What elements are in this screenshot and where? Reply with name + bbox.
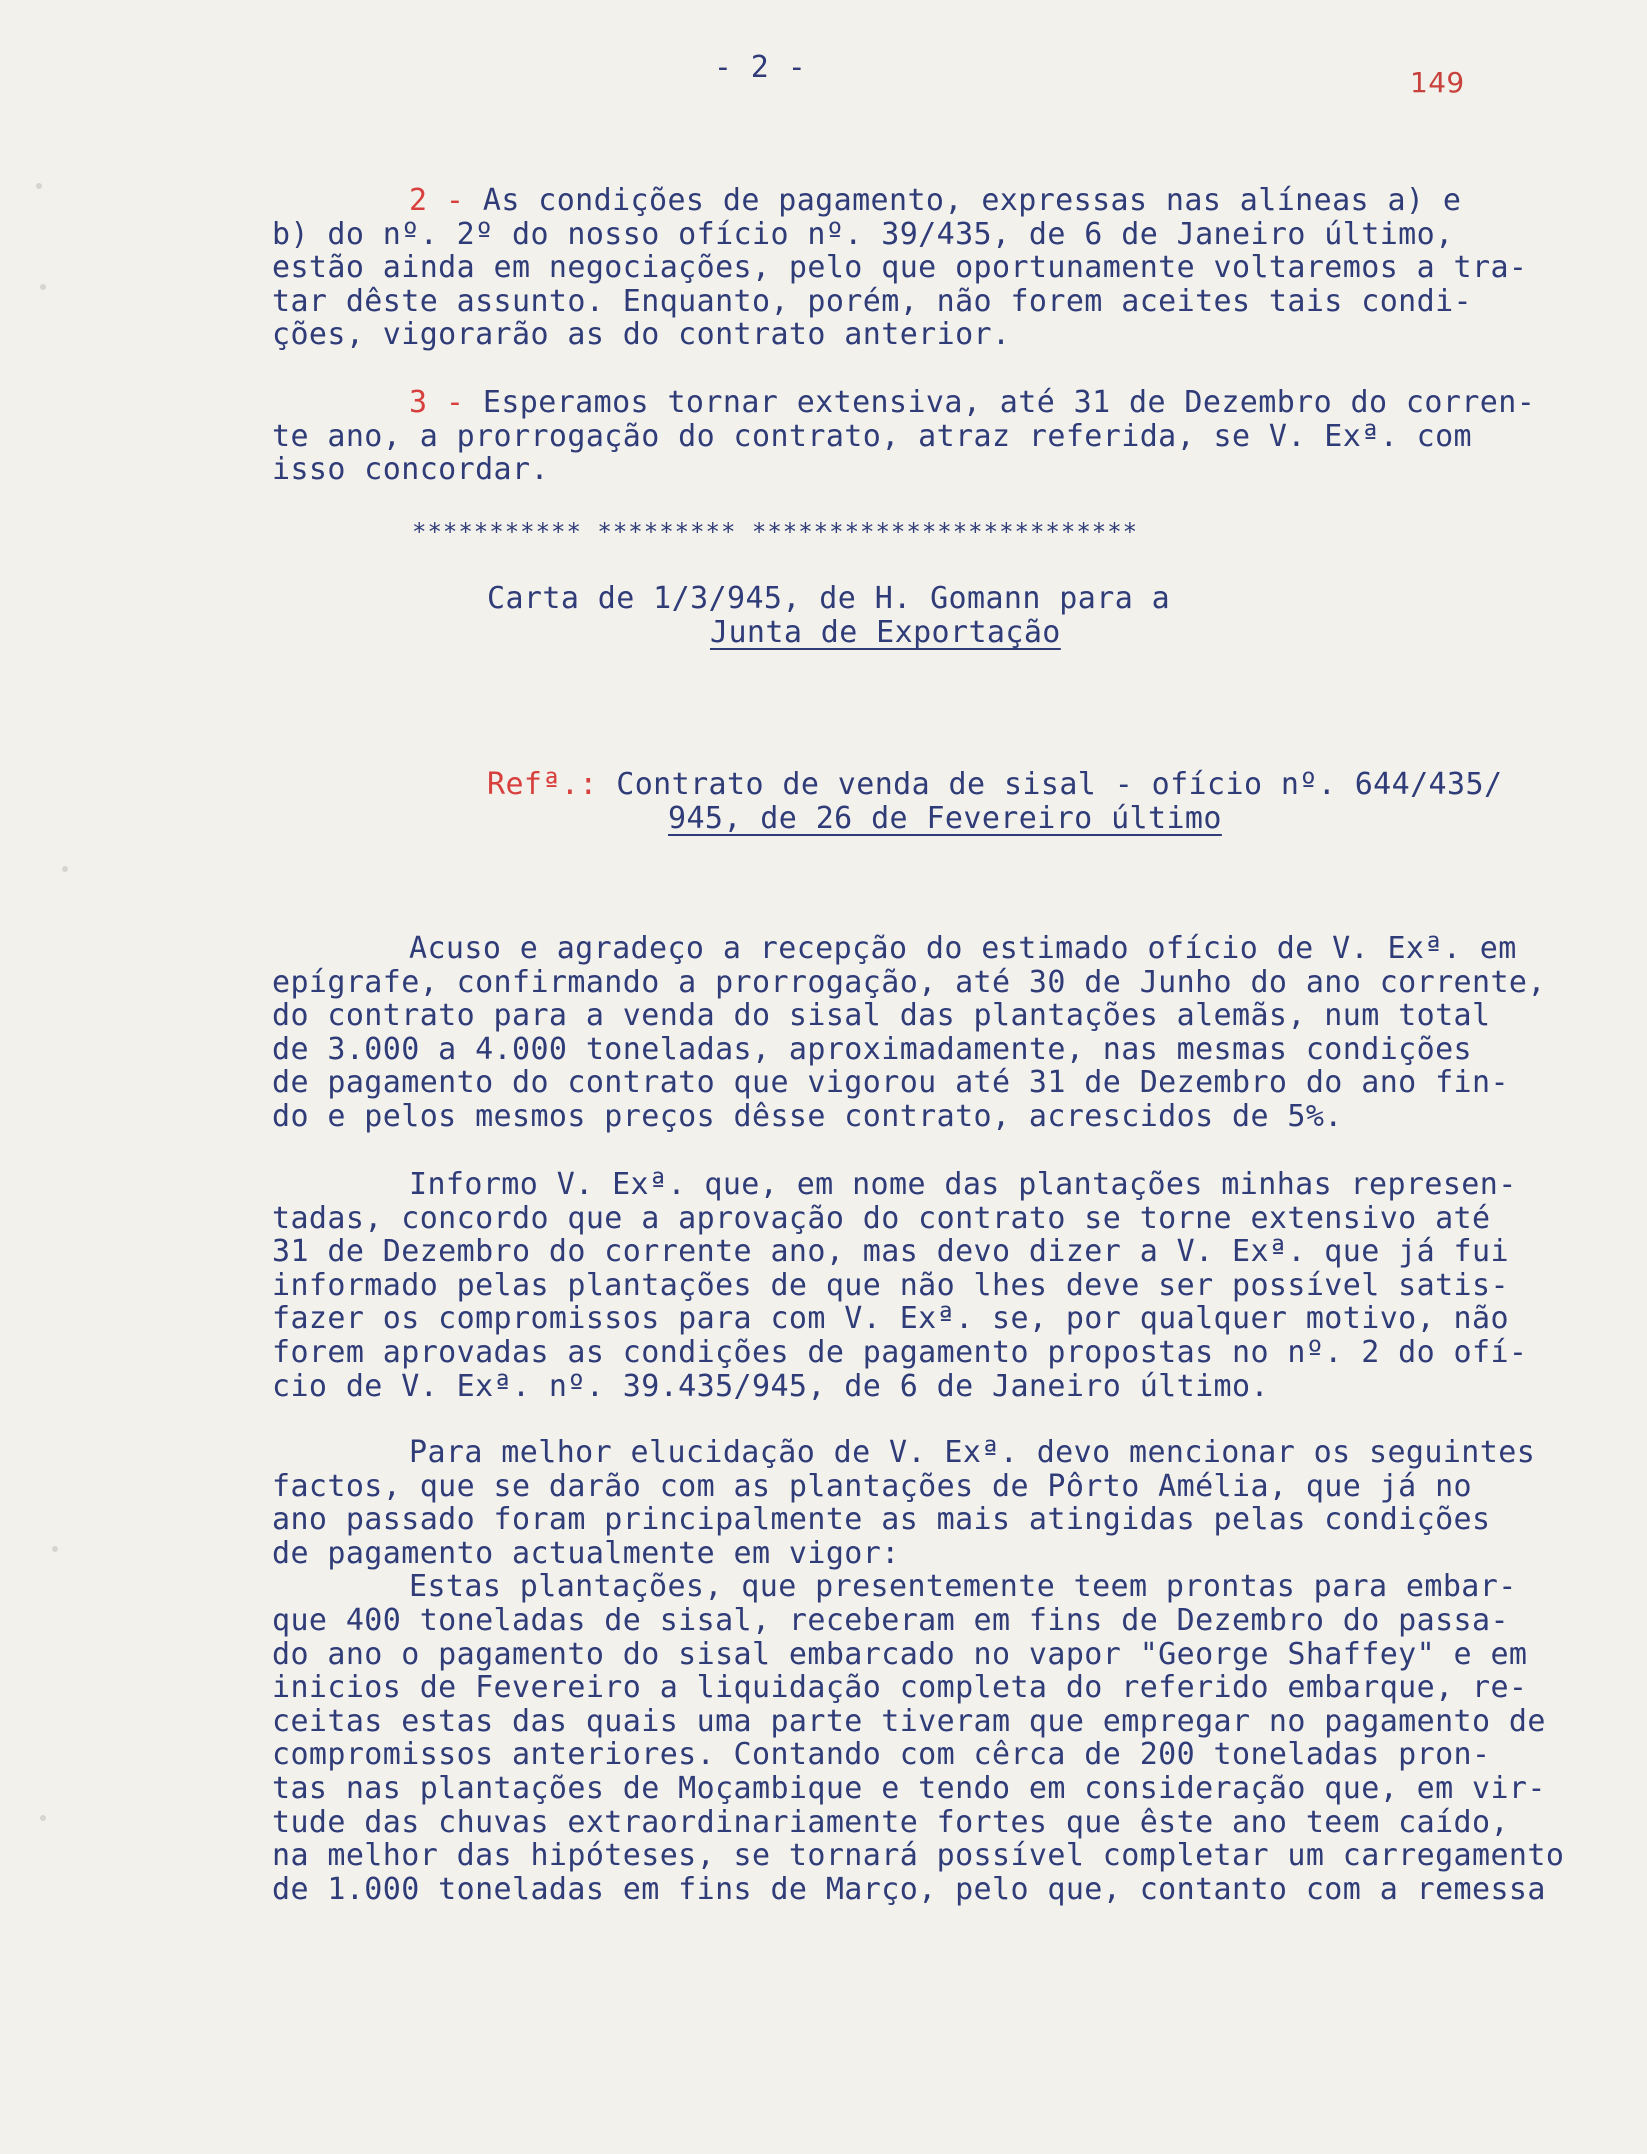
paragraph-line: de pagamento do contrato que vigorou até 31 de Dezembro do ano fin-: [272, 1065, 1509, 1101]
paragraph-line: ceitas estas das quais uma parte tiveram que empregar no pagamento de: [272, 1703, 1546, 1739]
paragraph-line: que 400 toneladas de sisal, receberam em fins de Dezembro do passa-: [272, 1602, 1509, 1638]
letter-heading-line-1: Carta de 1/3/945, de H. Gomann para a: [487, 581, 1171, 616]
paragraph-line: forem aprovadas as condições de pagamento propostas no nº. 2 do ofí-: [272, 1334, 1528, 1370]
paragraph-line: epígrafe, confirmando a prorrogação, até 30 de Junho do ano corrente,: [272, 964, 1546, 1000]
paragraph-line: tas nas plantações de Moçambique e tendo em consideração que, em vir-: [272, 1770, 1546, 1806]
section-2-line-2: b) do nº. 2º do nosso ofício nº. 39/435, de 6 de Janeiro último,: [272, 216, 1454, 252]
binder-hole-mark: [40, 1815, 46, 1821]
paragraph-line: Estas plantações, que presentemente teem prontas para embar-: [409, 1569, 1517, 1605]
reference-line-1: [487, 768, 1502, 802]
section-2-number: 2 -: [409, 183, 465, 218]
paragraph-line: tadas, concordo que a aprovação do contrato se torne extensivo até: [272, 1200, 1491, 1236]
binder-hole-mark: [40, 284, 46, 290]
section-2-paragraph: [272, 184, 1632, 352]
asterisk-separator: *********** ********* *************************: [412, 518, 1139, 546]
paragraph-line: Para melhor elucidação de V. Exª. devo mencionar os seguintes: [409, 1435, 1536, 1470]
paragraph-line: fazer os compromissos para com V. Exª. se, por qualquer motivo, não: [272, 1301, 1509, 1337]
paragraph-line: factos, que se darão com as plantações de Pôrto Amélia, que já no: [272, 1468, 1472, 1504]
paragraph-line: 31 de Dezembro do corrente ano, mas devo dizer a V. Exª. que já fui: [272, 1234, 1509, 1270]
reference-label: Refª.:: [487, 767, 598, 802]
binder-hole-mark: [36, 183, 42, 189]
binder-hole-mark: [62, 866, 68, 872]
paragraph-line: na melhor das hipóteses, se tornará possível completar um carregamento: [272, 1838, 1565, 1874]
paragraph-line: Informo V. Exª. que, em nome das plantações minhas represen-: [409, 1167, 1517, 1202]
paragraph-line: inicios de Fevereiro a liquidação completa do referido embarque, re-: [272, 1670, 1528, 1706]
section-3-line-2: te ano, a prorrogação do contrato, atraz referida, se V. Exª. com: [272, 418, 1472, 454]
binder-hole-mark: [52, 1546, 58, 1552]
section-2-line-3: estão ainda em negociações, pelo que oportunamente voltaremos a tra-: [272, 250, 1528, 286]
paragraph-line: do ano o pagamento do sisal embarcado no vapor "George Shaffey" e em: [272, 1636, 1528, 1672]
section-3-number: 3 -: [409, 385, 465, 420]
section-3-line-3: isso concordar.: [272, 452, 549, 488]
paragraph-line: do e pelos mesmos preços dêsse contrato, acrescidos de 5%.: [272, 1098, 1343, 1134]
paragraph-line: cio de V. Exª. nº. 39.435/945, de 6 de Janeiro último.: [272, 1368, 1269, 1404]
paragraph-line: Acuso e agradeço a recepção do estimado ofício de V. Exª. em: [409, 931, 1517, 966]
body-paragraph-3: [272, 1436, 1632, 1906]
body-paragraph-2: [272, 1168, 1632, 1403]
body-paragraph-1: [272, 932, 1632, 1134]
paragraph-line: compromissos anteriores. Contando com cêrca de 200 toneladas pron-: [272, 1737, 1491, 1773]
section-3-paragraph: [272, 386, 1632, 487]
paragraph-line: de 3.000 a 4.000 toneladas, aproximadamente, nas mesmas condições: [272, 1031, 1472, 1067]
paragraph-line: do contrato para a venda do sisal das plantações alemãs, num total: [272, 998, 1491, 1034]
letter-heading-recipient: Junta de Exportação: [710, 615, 1061, 650]
section-2-line-5: ções, vigorarão as do contrato anterior.: [272, 317, 1011, 353]
folio-number: 149: [1410, 66, 1465, 99]
section-3-line-1: Esperamos tornar extensiva, até 31 de Dezembro do corren-: [482, 385, 1536, 420]
section-2-line-1: As condições de pagamento, expressas nas alíneas a) e: [482, 183, 1462, 218]
section-2-line-4: tar dêste assunto. Enquanto, porém, não forem aceites tais condi-: [272, 283, 1472, 319]
paragraph-line: de pagamento actualmente em vigor:: [272, 1535, 900, 1571]
paragraph-line: ano passado foram principalmente as mais atingidas pelas condições: [272, 1502, 1491, 1538]
paragraph-line: de 1.000 toneladas em fins de Março, pelo que, contanto com a remessa: [272, 1871, 1546, 1907]
page-number: - 2 -: [713, 50, 807, 85]
paragraph-line: informado pelas plantações de que não lhes deve ser possível satis-: [272, 1267, 1509, 1303]
paragraph-line: tude das chuvas extraordinariamente fortes que êste ano teem caído,: [272, 1804, 1509, 1840]
reference-line-2: 945, de 26 de Fevereiro último: [668, 801, 1222, 836]
reference-subject: Contrato de venda de sisal - ofício nº. 644/435/: [616, 767, 1503, 802]
